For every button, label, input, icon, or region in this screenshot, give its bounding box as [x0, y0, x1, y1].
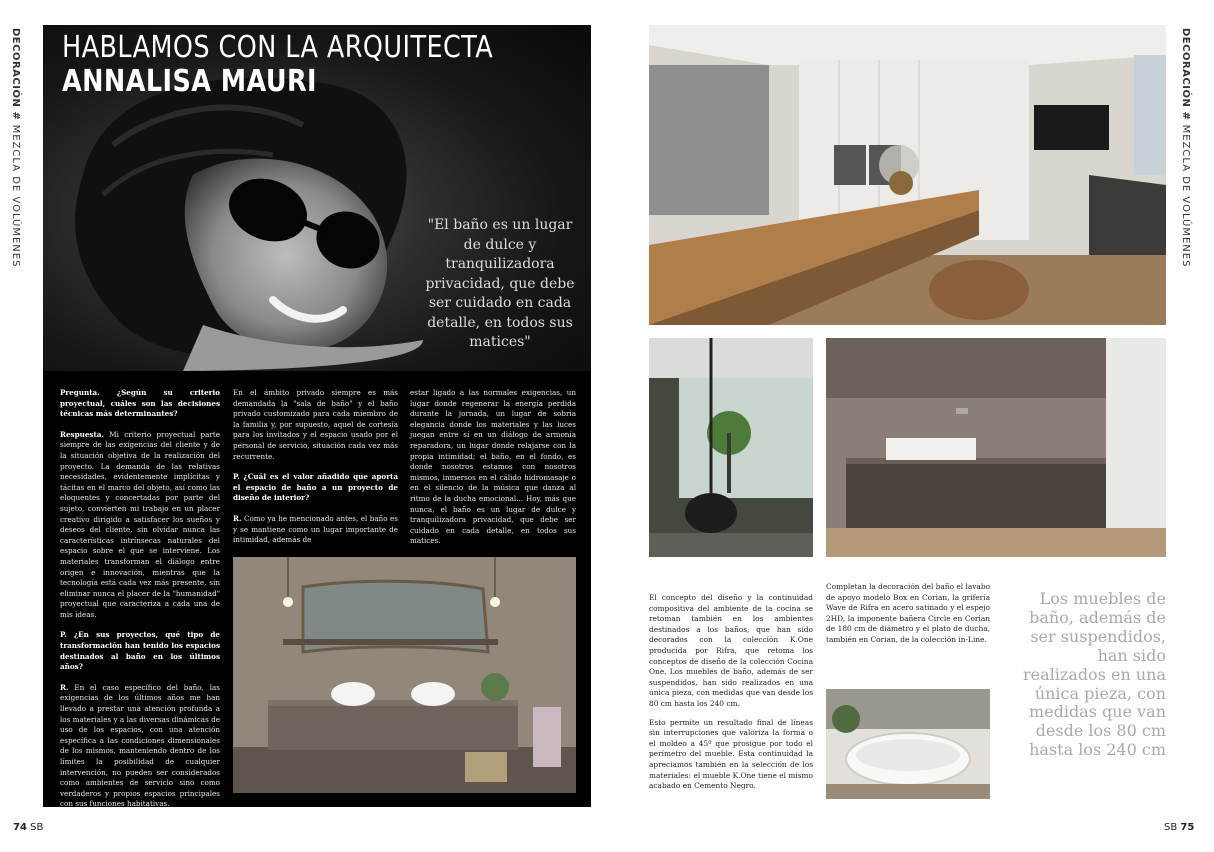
paragraph: P. ¿Cuál es el valor añadido que aporta el espacio de baño a un proyecto de diseño de interior?	[233, 472, 398, 503]
article-title-line1: HABLAMOS CON LA ARQUITECTA	[62, 30, 494, 65]
pull-quote: Los muebles de baño, además de ser suspendidos, han sido realizados en una única pieza, con medidas que van desde los 80 cm hasta los 240 cm	[1022, 589, 1166, 760]
page-number-right: SB 75	[1164, 822, 1195, 833]
paragraph: El concepto del diseño y la continuidad compositiva del ambiente de la cocina se retoman también en los ambientes destinados a los baños, que han sido decorados con la colección K.One producida por Rifra, que retoma los conceptos de diseño de la colección Cocina One. Los muebles de baño, además de ser suspendidos, han sido realizados en una única pieza, con medidas que van desde los 80 cm hasta los 240 cm.	[649, 593, 813, 708]
interview-column-2	[233, 388, 398, 556]
article-column-1	[649, 593, 813, 800]
living-room-fireplace-photo	[649, 338, 813, 557]
paragraph: Respuesta. Mi criterio proyectual parte siempre de las exigencias del cliente y de la situación objetiva de la realización del proyecto. La demanda de las relativas necesidades, evidentemente implícitas y tácitas en el marco del objeto, así como las eloquentes y concertadas por parte del sujeto, convierten mi trabajo en un placer creativo dirigido a satisfacer los sueños y deseos del cliente, sin olvidar nunca las características intrínsecas naturales del espacio sobre el que se interviene. Los materiales transforman el diálogo entre origen e innovación, mientras que la tecnología está cada vez más presente, sin eliminar nunca el placer de la "humanidad" proyectual que caracteriza a cada una de mis ideas.	[60, 429, 220, 619]
paragraph: R. En el caso específico del baño, las exigencias de los últimos años me han llevado a prestar una atención profunda a los materiales y a las diversas dinámicas de uso de los espacios, con una atención específica a las condiciones dimensionales de los mismos, manteniendo dentro de los límites la posibilidad de cualquier intervención, no pueden ser considerados como ambientes de servicio sino como verdaderos y propios espacios principales con sus funciones habitativas.	[60, 682, 220, 809]
paragraph: R. Como ya he mencionado antes, el baño es y se mantiene como un lugar importante de intimidad, además de	[233, 513, 398, 545]
hero-quote: "El baño es un lugar de dulce y tranquilizadora privacidad, que debe ser cuidado en cada detalle, en todos sus matices"	[425, 217, 575, 350]
article-title-line2: ANNALISA MAURI	[62, 64, 317, 99]
bathtub-photo	[826, 689, 990, 799]
bathroom-cabinet-photo	[826, 338, 1166, 557]
interview-column-3	[410, 388, 576, 557]
kitchen-photo	[649, 25, 1166, 325]
paragraph: estar ligado a las normales exigencias, un lugar donde regenerar la energía perdida durante la jornada, un lugar de sobria elegancia donde los materiales y las luces juegan entre sí en un diálogo de armonía reparadora, un lugar donde relajarse con la propia intimidad; el baño, en el fondo, es donde nosotros estamos con nosotros mismos, inmersos en el cálido hidromasaje o en el silencio de la música que danza al ritmo de la ducha emocional... Hoy, más que nunca, el baño es un lugar de dulce y tranquilizadora privacidad, que debe ser cuidado en cada detalle, en todos sus matices.	[410, 388, 576, 546]
article-column-2	[826, 582, 990, 654]
paragraph: Esto permite un resultado final de líneas sin interrupciones que valoriza la forma o el moldeo a 45º que prosigue por todo el perímetro del mueble. Esta continuidad la apreciamos también en la selección de los materiales: el mueble K.One tiene el mismo acabado en Cemento Negro.	[649, 717, 813, 791]
paragraph: Completan la decoración del baño el lavabo de apoyo modelo Box en Corian, la grifería Wave de Rifra en acero satinado y el espejo 2HD, la imponente bañera Circle en Corian de 180 cm de diámetro y el plato de ducha, también en Corian, de la colección in-Line.	[826, 582, 991, 644]
section-label-left: DECORACIÓN # MEZCLA DE VOLÚMENES	[10, 28, 21, 268]
page-number-left: 74 SB	[13, 822, 44, 833]
interview-column-1	[60, 388, 220, 820]
paragraph: P. ¿En sus proyectos, qué tipo de transformación han tenido los espacios destinados al baño en los últimos años?	[60, 630, 220, 672]
paragraph: Pregunta. ¿Según su criterio proyectual, cuáles son las decisiones técnicas más determinantes?	[60, 388, 220, 419]
paragraph: En el ámbito privado siempre es más demandada la "sala de baño" y el baño privado customizado para cada miembro de la familia y, por supuesto, aquel de cortesía para los invitados y el espacio usado por el personal de servicio, situación cada vez más recurrente.	[233, 388, 398, 461]
bathroom-vanity-photo	[233, 557, 576, 793]
section-label-right: DECORACIÓN # MEZCLA DE VOLÚMENES	[1180, 28, 1191, 268]
